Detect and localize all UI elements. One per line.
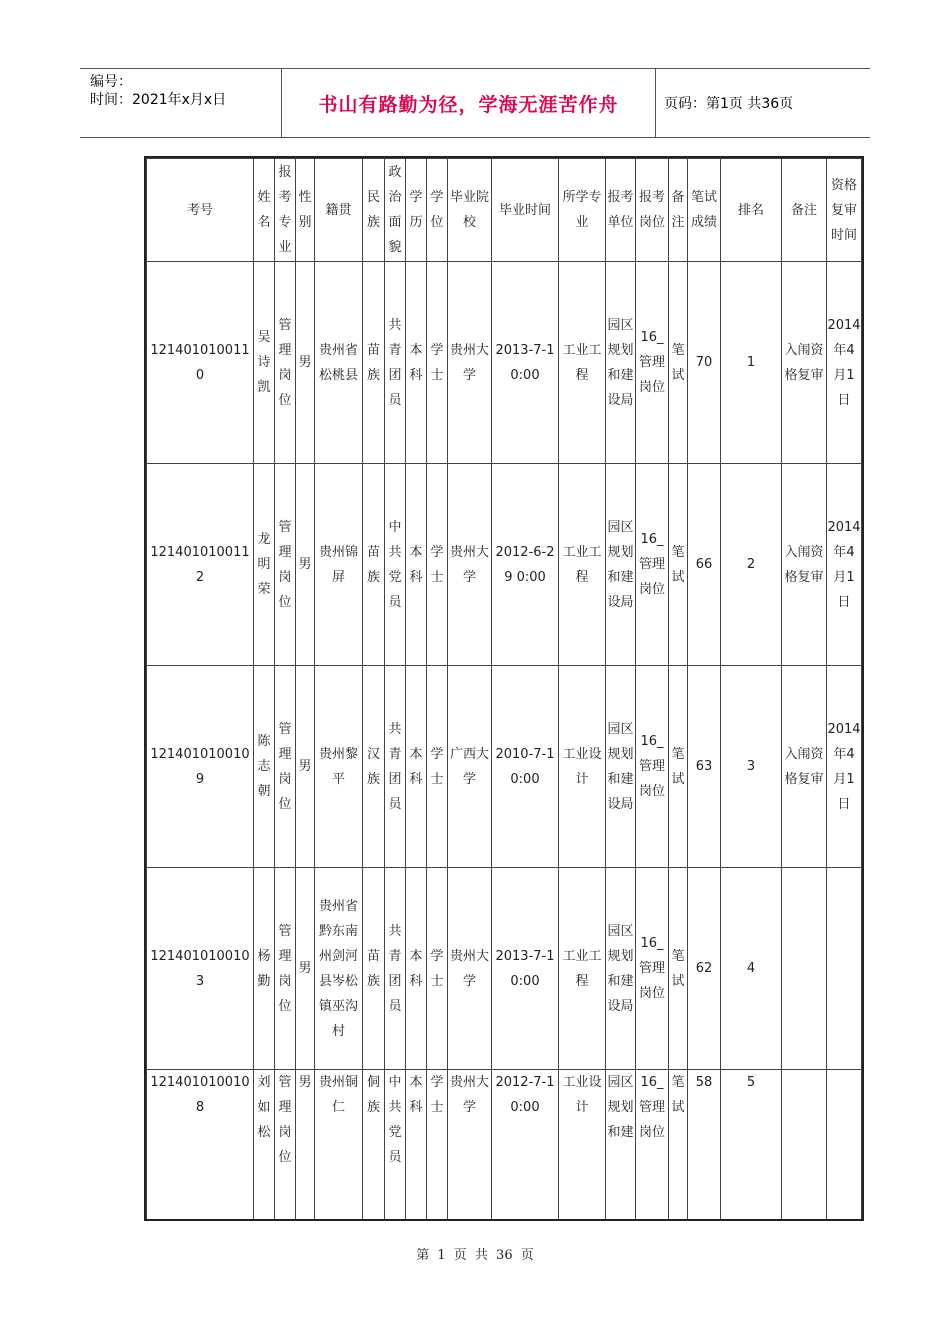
table-cell: 贵州黎平 — [315, 666, 363, 868]
table-cell: 学士 — [427, 666, 448, 868]
table-cell: 苗族 — [363, 868, 385, 1070]
header-motto: 书山有路勤为径，学海无涯苦作舟 — [318, 93, 619, 116]
table-cell: 共青团员 — [385, 666, 406, 868]
table-cell: 58 — [688, 1070, 721, 1221]
header-meta — [90, 73, 280, 109]
table-cell: 16_管理岗位 — [636, 262, 669, 464]
table-cell: 园区规划和建设局 — [606, 464, 636, 666]
table-cell: 16_管理岗位 — [636, 1070, 669, 1221]
table-cell: 63 — [688, 666, 721, 868]
table-cell: 2014年4月1日 — [827, 262, 862, 464]
table-row — [146, 464, 862, 666]
table-cell: 广西大学 — [448, 666, 492, 868]
table-cell: 入闱资格复审 — [782, 262, 827, 464]
table-cell: 笔试 — [669, 666, 688, 868]
table-cell: 吴诗凯 — [254, 262, 275, 464]
table-cell: 苗族 — [363, 464, 385, 666]
table-cell: 杨勤 — [254, 868, 275, 1070]
table-cell: 2012-6-29 0:00 — [492, 464, 559, 666]
table-cell: 工业设计 — [559, 666, 606, 868]
time-label: 时间：2021年x月x日 — [90, 92, 227, 108]
table-cell: 1214010100109 — [146, 666, 254, 868]
table-row — [146, 262, 862, 464]
table-cell: 本科 — [406, 464, 427, 666]
column-header: 学历 — [406, 158, 427, 262]
column-header: 报考岗位 — [636, 158, 669, 262]
document-header — [80, 68, 870, 138]
table-row — [146, 1070, 862, 1221]
table-cell: 男 — [296, 1070, 315, 1221]
column-header: 毕业时间 — [492, 158, 559, 262]
table-cell: 贵州锦屏 — [315, 464, 363, 666]
table-cell: 共青团员 — [385, 868, 406, 1070]
table-cell: 男 — [296, 464, 315, 666]
column-header: 报考专业 — [275, 158, 296, 262]
table-cell: 入闱资格复审 — [782, 666, 827, 868]
column-header: 性别 — [296, 158, 315, 262]
table-cell: 2012-7-1 0:00 — [492, 1070, 559, 1221]
table-cell: 笔试 — [669, 1070, 688, 1221]
header-divider — [655, 69, 656, 137]
table-cell: 中共党员 — [385, 464, 406, 666]
table-cell: 4 — [721, 868, 782, 1070]
column-header: 政治面貌 — [385, 158, 406, 262]
table-cell: 2010-7-1 0:00 — [492, 666, 559, 868]
results-table-frame — [144, 156, 864, 1221]
table-cell: 男 — [296, 868, 315, 1070]
table-cell: 笔试 — [669, 262, 688, 464]
table-cell: 工业工程 — [559, 262, 606, 464]
table-cell: 贵州省松桃县 — [315, 262, 363, 464]
column-header: 学位 — [427, 158, 448, 262]
table-cell: 管理岗位 — [275, 666, 296, 868]
table-cell: 男 — [296, 262, 315, 464]
table-cell: 陈志朝 — [254, 666, 275, 868]
page-footer: 第 1 页 共 36 页 — [416, 1248, 534, 1263]
table-cell: 62 — [688, 868, 721, 1070]
table-cell: 贵州铜仁 — [315, 1070, 363, 1221]
table-cell — [827, 1070, 862, 1221]
table-cell: 16_管理岗位 — [636, 666, 669, 868]
table-cell: 园区规划和建 — [606, 1070, 636, 1221]
table-cell: 学士 — [427, 1070, 448, 1221]
table-cell: 中共党员 — [385, 1070, 406, 1221]
column-header: 备注 — [669, 158, 688, 262]
table-cell: 1 — [721, 262, 782, 464]
table-cell: 学士 — [427, 464, 448, 666]
table-cell: 1214010100103 — [146, 868, 254, 1070]
table-cell — [782, 868, 827, 1070]
table-cell: 工业工程 — [559, 464, 606, 666]
table-cell: 贵州大学 — [448, 262, 492, 464]
results-table — [146, 158, 862, 1221]
table-cell: 贵州省黔东南州剑河县岑松镇巫沟村 — [315, 868, 363, 1070]
table-row — [146, 868, 862, 1070]
table-cell: 本科 — [406, 262, 427, 464]
table-row — [146, 666, 862, 868]
table-cell: 入闱资格复审 — [782, 464, 827, 666]
table-cell: 贵州大学 — [448, 868, 492, 1070]
table-cell: 工业工程 — [559, 868, 606, 1070]
column-header: 资格复审时间 — [827, 158, 862, 262]
column-header: 排名 — [721, 158, 782, 262]
table-cell: 龙明荣 — [254, 464, 275, 666]
table-cell: 2013-7-1 0:00 — [492, 262, 559, 464]
table-cell: 男 — [296, 666, 315, 868]
table-cell: 园区规划和建设局 — [606, 868, 636, 1070]
table-cell: 本科 — [406, 1070, 427, 1221]
header-page-info: 页码：第1页 共36页 — [664, 96, 794, 112]
serial-label: 编号： — [90, 74, 132, 90]
table-cell — [782, 1070, 827, 1221]
table-cell: 园区规划和建设局 — [606, 666, 636, 868]
table-cell: 本科 — [406, 868, 427, 1070]
table-cell: 66 — [688, 464, 721, 666]
column-header: 备注 — [782, 158, 827, 262]
table-cell: 本科 — [406, 666, 427, 868]
table-cell: 工业设计 — [559, 1070, 606, 1221]
table-cell: 管理岗位 — [275, 1070, 296, 1221]
table-cell: 5 — [721, 1070, 782, 1221]
table-cell: 管理岗位 — [275, 464, 296, 666]
table-cell: 笔试 — [669, 464, 688, 666]
column-header: 民族 — [363, 158, 385, 262]
table-cell: 2014年4月1日 — [827, 464, 862, 666]
table-cell: 苗族 — [363, 262, 385, 464]
column-header: 毕业院校 — [448, 158, 492, 262]
table-cell: 学士 — [427, 868, 448, 1070]
table-cell: 侗族 — [363, 1070, 385, 1221]
table-cell: 1214010100108 — [146, 1070, 254, 1221]
table-cell: 管理岗位 — [275, 868, 296, 1070]
table-header-row — [146, 158, 862, 262]
table-cell: 2013-7-1 0:00 — [492, 868, 559, 1070]
table-cell: 汉族 — [363, 666, 385, 868]
column-header: 姓名 — [254, 158, 275, 262]
table-cell: 学士 — [427, 262, 448, 464]
table-cell: 园区规划和建设局 — [606, 262, 636, 464]
table-cell: 70 — [688, 262, 721, 464]
table-cell: 2014年4月1日 — [827, 666, 862, 868]
table-cell: 16_管理岗位 — [636, 868, 669, 1070]
table-body — [146, 262, 862, 1221]
table-cell: 1214010100112 — [146, 464, 254, 666]
table-cell: 贵州大学 — [448, 464, 492, 666]
column-header: 考号 — [146, 158, 254, 262]
column-header: 报考单位 — [606, 158, 636, 262]
table-cell: 管理岗位 — [275, 262, 296, 464]
table-cell: 1214010100110 — [146, 262, 254, 464]
table-cell — [827, 868, 862, 1070]
column-header: 笔试成绩 — [688, 158, 721, 262]
table-cell: 2 — [721, 464, 782, 666]
table-cell: 刘如松 — [254, 1070, 275, 1221]
column-header: 所学专业 — [559, 158, 606, 262]
table-cell: 贵州大学 — [448, 1070, 492, 1221]
table-cell: 16_管理岗位 — [636, 464, 669, 666]
table-cell: 3 — [721, 666, 782, 868]
column-header: 籍贯 — [315, 158, 363, 262]
table-cell: 笔试 — [669, 868, 688, 1070]
table-cell: 共青团员 — [385, 262, 406, 464]
